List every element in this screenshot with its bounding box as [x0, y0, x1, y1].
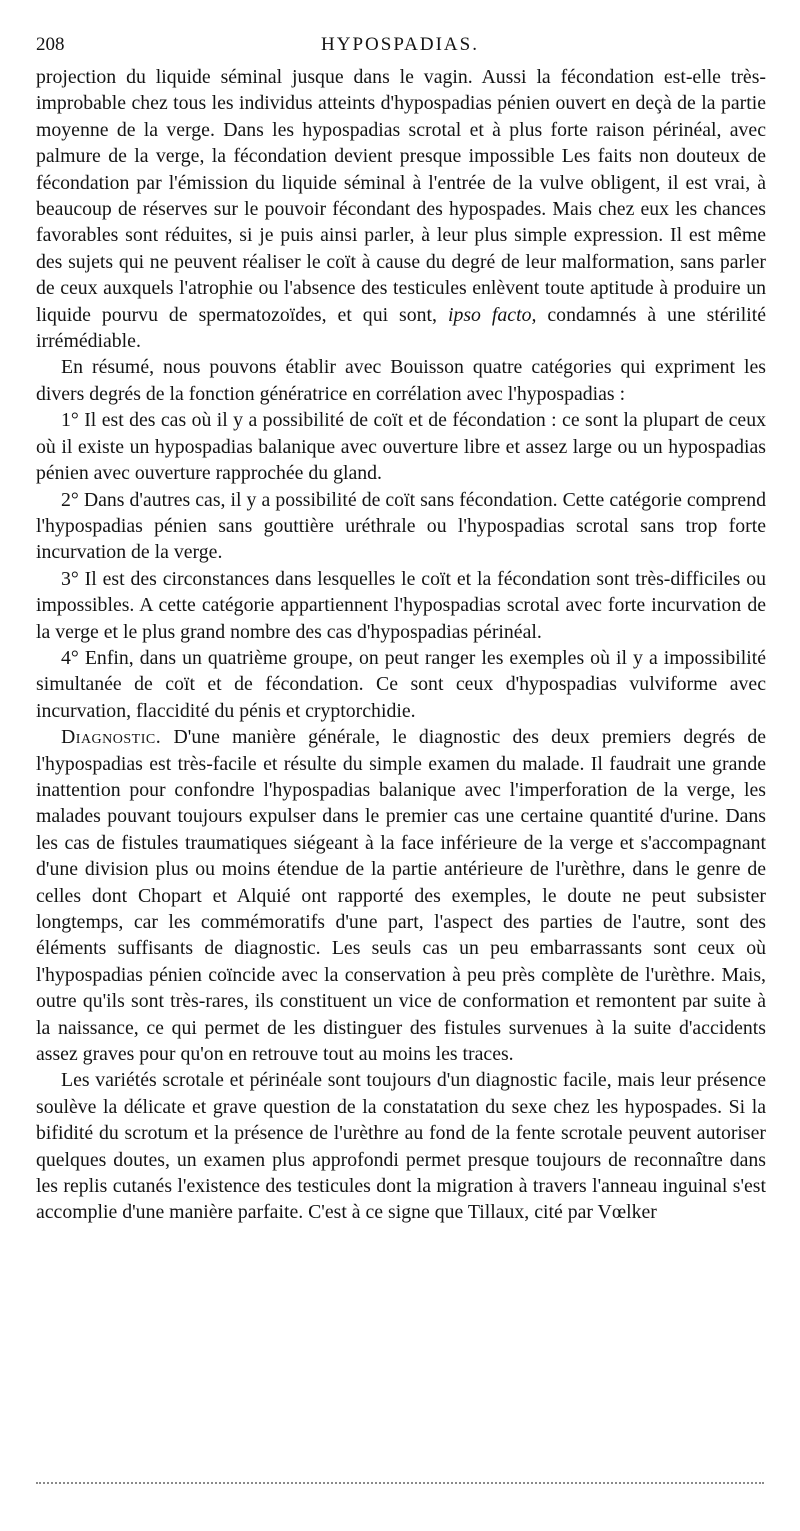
- page-header: [36, 30, 764, 60]
- page-number: 208: [36, 34, 65, 55]
- body-text: [36, 64, 766, 1226]
- paragraph-diagnostic: [36, 724, 766, 1067]
- section-heading-diagnostic: Diagnostic.: [61, 726, 162, 749]
- paragraph-text: projection du liquide séminal jusque dans le vagin. Aussi la fécondation est-elle très-improbable chez tous les individus atteints d'hypospadias pénien ouvert en deçà de la partie moyenne de la verge. Dans les hypospadias scrotal et à plus forte raison périnéal, avec palmure de la verge, la fécondation devient presque impossible Les faits non douteux de fécondation par l'émission du liquide séminal à l'entrée de la vulve obligent, il est vrai, à beaucoup de réserves sur le pouvoir fécondant des hypospades. Mais chez eux les chances favorables sont réduites, si je puis ainsi parler, à leur plus simple expression. Il est même des sujets qui ne peuvent réaliser le coït à cause du degré de leur malformation, sans parler de ceux auxquels l'atrophie ou l'absence des testicules enlèvent toute aptitude à produire un liquide pourvu de spermatozoïdes, et qui sont,: [36, 66, 766, 326]
- paragraph-continuation: [36, 64, 766, 354]
- paragraph-category-3: 3° Il est des circonstances dans lesquelles le coït et la fécondation sont très-difficiles ou impossibles. A cette catégorie appartiennent l'hypospadias scrotal avec forte incurvation de la verge et le plus grand nombre des cas d'hypospadias périnéal.: [36, 567, 766, 643]
- paragraph-summary: En résumé, nous pouvons établir avec Bouisson quatre catégories qui expriment les divers degrés de la fonction génératrice en corrélation avec l'hypospadias :: [36, 356, 766, 405]
- paragraph-category-2: 2° Dans d'autres cas, il y a possibilité de coït sans fécondation. Cette catégorie comprend l'hypospadias pénien sans gouttière uréthrale ou l'hypospadias scrotal sans trop forte incurvation de la verge.: [36, 488, 766, 564]
- latin-phrase: ipso facto,: [447, 303, 537, 326]
- footer-rule: [36, 1482, 764, 1484]
- paragraph-category-1: 1° Il est des cas où il y a possibilité de coït et de fécondation : ce sont la plupart de ceux où il existe un hypospadias balanique avec ouverture libre et assez large ou un hypospadias pénien avec ouverture rapprochée du gland.: [36, 409, 766, 485]
- paragraph-category-4: 4° Enfin, dans un quatrième groupe, on peut ranger les exemples où il y a impossibilité simultanée de coït et de fécondation. Ce sont ceux d'hypospadias vulviforme avec incurvation, flaccidité du pénis et cryptorchidie.: [36, 646, 766, 722]
- running-title: HYPOSPADIAS.: [321, 34, 479, 55]
- paragraph-text: condamnés à une stérilité irrémédiable.: [36, 303, 766, 353]
- paragraph-text: D'une manière générale, le diagnostic des deux premiers degrés de l'hypospadias est très-facile et résulte du simple examen du malade. Il faudrait une grande inattention pour confondre l'hypospadias balanique avec l'imperforation de la verge, les malades pouvant toujours expulser dans le premier cas une certaine quantité d'urine. Dans les cas de fistules traumatiques siégeant à la face inférieure de la verge et s'accompagnant d'une division plus ou moins étendue de la partie antérieure de l'urèthre, dans le genre de celles dont Chopart et Alquié ont rapporté des exemples, le doute ne peut subsister longtemps, car les commémoratifs d'une part, l'aspect des parties de l'autre, sont des éléments suffisants de diagnostic. Les seuls cas un peu embarrassants sont ceux où l'hypospadias pénien coïncide avec la conservation à peu près complète de l'urèthre. Mais, outre qu'ils sont très-rares, ils constituent un vice de conformation et remontent par suite à la naissance, ce qui permet de les distinguer des fistules survenues à la suite d'accidents assez graves pour qu'on en retrouve tout au moins les traces.: [36, 726, 766, 1066]
- paragraph-varieties: Les variétés scrotale et périnéale sont toujours d'un diagnostic facile, mais leur présence soulève la délicate et grave question de la constatation du sexe chez les hypospades. Si la bifidité du scrotum et la présence de l'urèthre au fond de la fente scrotale peuvent autoriser quelques doutes, un examen plus approfondi permet presque toujours de reconnaître dans les replis cutanés l'existence des testicules dont la migration à travers l'anneau inguinal s'est accomplie d'une manière parfaite. C'est à ce signe que Tillaux, cité par Vœlker: [36, 1069, 766, 1224]
